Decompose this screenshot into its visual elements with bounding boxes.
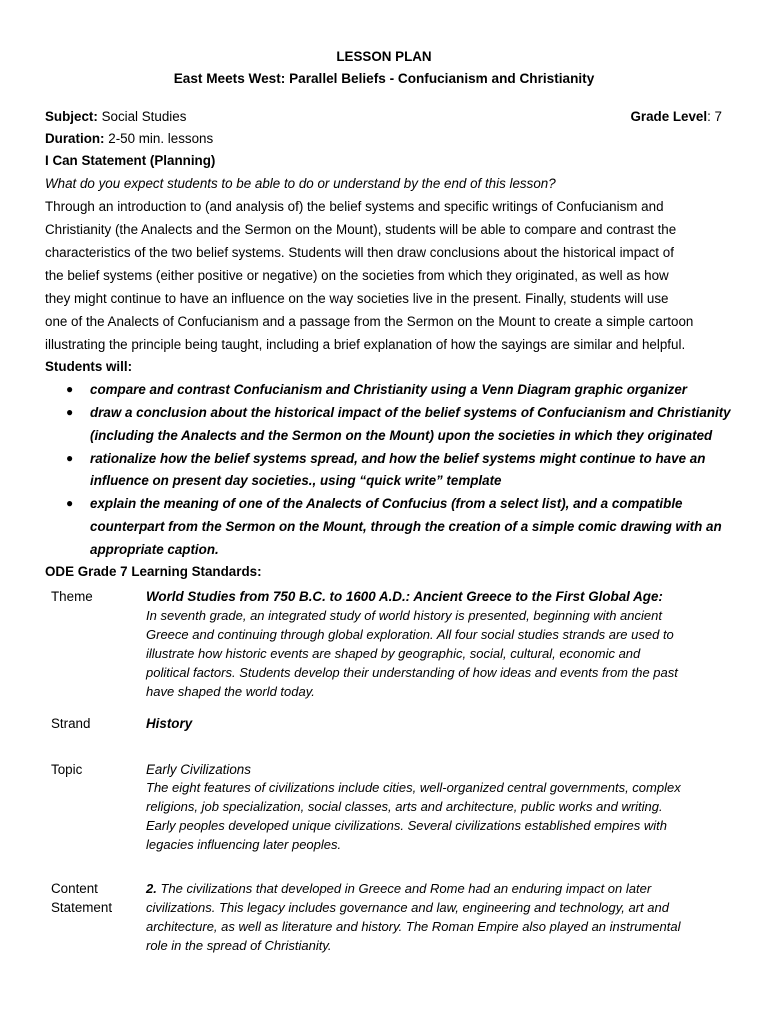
theme-title: World Studies from 750 B.C. to 1600 A.D.: Ancient Greece to the First Global Age: <box>146 589 663 604</box>
content-statement-line: architecture, as well as literature and history. The Roman Empire also played an instrumental <box>146 919 681 934</box>
content-statement-text: The civilizations that developed in Greece and Rome had an enduring impact on later <box>160 881 652 896</box>
i-can-heading: I Can Statement (Planning) <box>45 153 216 168</box>
theme-text-line: illustrate how historic events are shaped by geographic, social, cultural, economic and <box>146 646 641 661</box>
subject-value: Social Studies <box>101 109 187 124</box>
objective-line: (including the Analects and the Sermon on the Mount) upon the societies in which they originated <box>90 428 713 443</box>
students-will-heading: Students will: <box>45 359 133 374</box>
i-can-text-line: Christianity (the Analects and the Sermon on the Mount), students will be able to compare and contrast the <box>45 222 677 237</box>
topic-label: Topic <box>51 762 83 777</box>
i-can-text-line: the belief systems (either positive or negative) on the societies from which they originated, as well as how <box>45 268 669 283</box>
i-can-text-line: illustrating the principle being taught, including a brief explanation of how the sayings are similar and helpful. <box>45 337 686 352</box>
topic-text-line: religions, job specialization, social classes, arts and architecture, public works and writing. <box>146 799 663 814</box>
content-statement-line: civilizations. This legacy includes governance and law, engineering and technology, art and <box>146 900 669 915</box>
content-statement-line <box>146 881 651 896</box>
duration-label: Duration: <box>45 131 105 146</box>
grade-level-row <box>630 109 722 124</box>
bullet-icon: ● <box>66 405 74 419</box>
i-can-question: What do you expect students to be able to do or understand by the end of this lesson? <box>45 176 556 191</box>
strand-label: Strand <box>51 716 91 731</box>
theme-label: Theme <box>51 589 93 604</box>
topic-text-line: Early peoples developed unique civilizations. Several civilizations established empires with <box>146 818 667 833</box>
theme-text-line: political factors. Students develop their understanding of how ideas and events from the past <box>146 665 678 680</box>
subject-row <box>45 109 186 124</box>
i-can-text-line: characteristics of the two belief systems. Students will then draw conclusions about the historical impact of <box>45 245 674 260</box>
strand-title: History <box>146 716 193 731</box>
grade-level-label: Grade Level <box>630 109 708 124</box>
topic-text-line: The eight features of civilizations include cities, well-organized central governments, complex <box>146 780 681 795</box>
content-statement-line: role in the spread of Christianity. <box>146 938 332 953</box>
document-title: LESSON PLAN <box>336 49 432 64</box>
i-can-text-line: one of the Analects of Confucianism and a passage from the Sermon on the Mount to create a simple cartoon <box>45 314 694 329</box>
theme-text-line: In seventh grade, an integrated study of world history is presented, beginning with ancient <box>146 608 662 623</box>
i-can-text-line: they might continue to have an influence on the way societies live in the present. Finally, students will use <box>45 291 669 306</box>
objective-line: counterpart from the Sermon on the Mount, through the creation of a simple comic drawing with an <box>90 519 722 534</box>
objective-line: compare and contrast Confucianism and Christianity using a Venn Diagram graphic organizer <box>90 382 687 397</box>
duration-row <box>45 131 213 146</box>
content-label: Content <box>51 881 98 896</box>
topic-title: Early Civilizations <box>146 762 251 777</box>
bullet-icon: ● <box>66 451 74 465</box>
i-can-text-line: Through an introduction to (and analysis of) the belief systems and specific writings of Confucianism and <box>45 199 664 214</box>
document-subtitle: East Meets West: Parallel Beliefs - Confucianism and Christianity <box>173 71 595 86</box>
topic-text-line: legacies influencing later peoples. <box>146 837 342 852</box>
objective-line: explain the meaning of one of the Analects of Confucius (from a select list), and a compatible <box>90 496 683 511</box>
subject-label: Subject: <box>45 109 98 124</box>
objective-line: appropriate caption. <box>90 542 219 557</box>
bullet-icon: ● <box>66 382 74 396</box>
content-statement-number: 2. <box>146 881 157 896</box>
theme-text-line: Greece and continuing through global exploration. All four social studies strands are used to <box>146 627 674 642</box>
grade-level-value: : 7 <box>707 109 722 124</box>
duration-value: 2-50 min. lessons <box>108 131 214 146</box>
objective-line: rationalize how the belief systems spread, and how the belief systems might continue to have an <box>90 451 706 466</box>
statement-label: Statement <box>51 900 113 915</box>
objective-line: influence on present day societies., using “quick write” template <box>90 473 502 488</box>
objective-line: draw a conclusion about the historical impact of the belief systems of Confucianism and Christianity <box>90 405 731 420</box>
theme-text-line: have shaped the world today. <box>146 684 315 699</box>
bullet-icon: ● <box>66 496 74 510</box>
standards-heading: ODE Grade 7 Learning Standards: <box>45 564 262 579</box>
